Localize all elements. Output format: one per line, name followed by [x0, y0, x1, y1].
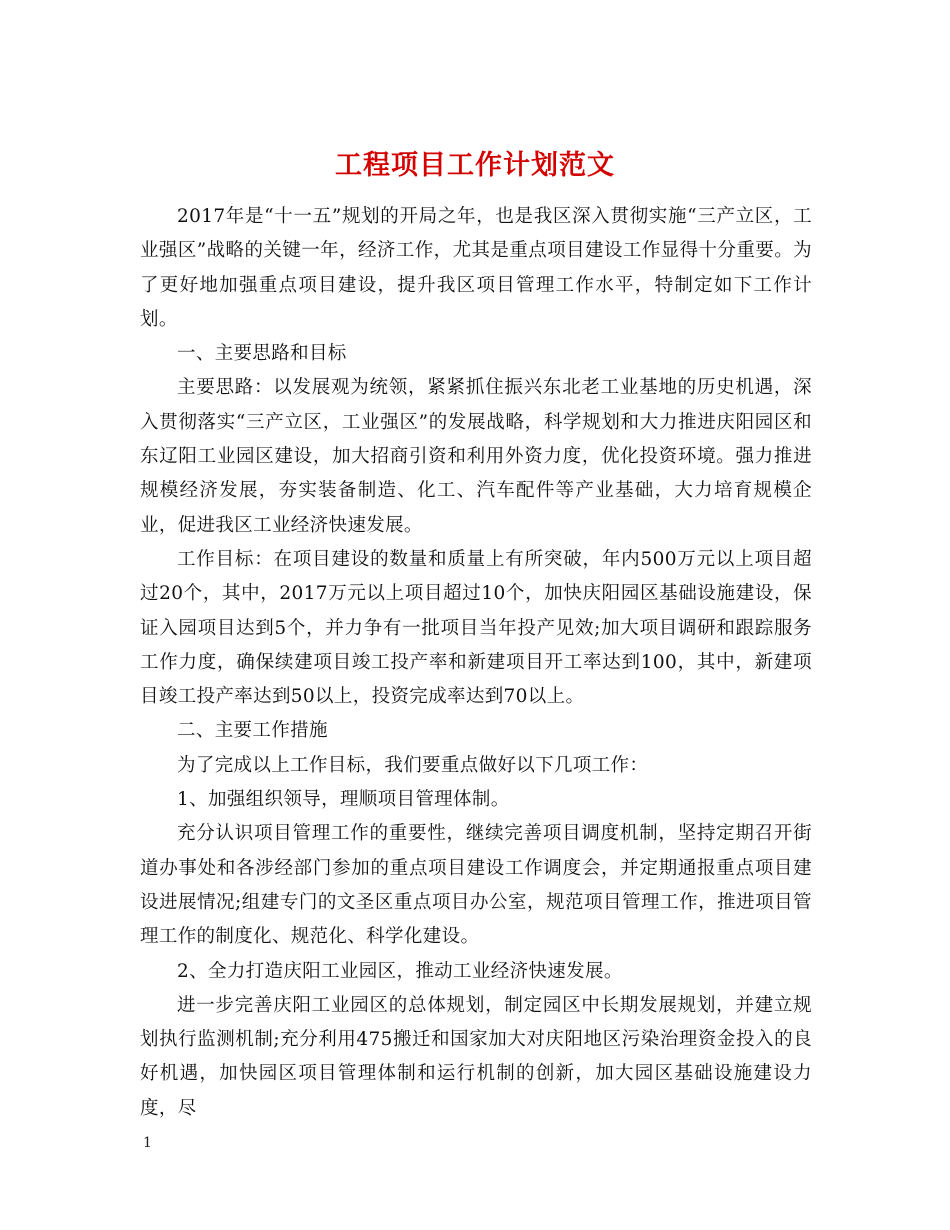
page-number: 1 [143, 1135, 152, 1151]
section-heading-2: 二、主要工作措施 [177, 720, 328, 742]
section-heading-1: 一、主要思路和目标 [177, 343, 347, 365]
subheading-2: 2、全力打造庆阳工业园区，推动工业经济快速发展。 [177, 960, 623, 982]
subheading-1: 1、加强组织领导，理顺项目管理体制。 [177, 789, 510, 811]
paragraph-main-ideas: 主要思路：以发展观为统领，紧紧抓住振兴东北老工业基地的历史机遇，深入贯彻落实“三产立区，工业强区”的发展战略，科学规划和大力推进庆阳园区和东辽阳工业园区建设，加大招商引资和利用外资力度，优化投资环境。强力推进规模经济发展，夯实装备制造、化工、汽车配件等产业基础，大力培育规模企业，促进我区工业经济快速发展。 [140, 377, 812, 536]
document-title: 工程项目工作计划范文 [335, 150, 615, 182]
paragraph-measures-intro: 为了完成以上工作目标，我们要重点做好以下几项工作： [177, 754, 649, 776]
paragraph-organization: 充分认识项目管理工作的重要性，继续完善项目调度机制，坚持定期召开街道办事处和各涉经部门参加的重点项目建设工作调度会，并定期通报重点项目建设进展情况;组建专门的文圣区重点项目办公室，规范项目管理工作，推进项目管理工作的制度化、规范化、科学化建设。 [140, 823, 812, 948]
paragraph-intro: 2017年是“十一五”规划的开局之年，也是我区深入贯彻实施“三产立区，工业强区”战略的关键一年，经济工作，尤其是重点项目建设工作显得十分重要。为了更好地加强重点项目建设，提升我区项目管理工作水平，特制定如下工作计划。 [140, 206, 812, 330]
paragraph-industrial-park: 进一步完善庆阳工业园区的总体规划，制定园区中长期发展规划，并建立规划执行监测机制;充分利用475搬迁和国家加大对庆阳地区污染治理资金投入的良好机遇，加快园区项目管理体制和运行机制的创新，加大园区基础设施建设力度，尽 [140, 994, 812, 1119]
document-body [140, 200, 812, 1126]
paragraph-work-goals: 工作目标：在项目建设的数量和质量上有所突破，年内500万元以上项目超过20个，其中，2017万元以上项目超过10个，加快庆阳园区基础设施建设，保证入园项目达到5个，并力争有一批项目当年投产见效;加大项目调研和跟踪服务工作力度，确保续建项目竣工投产率和新建项目开工率达到100，其中，新建项目竣工投产率达到50以上，投资完成率达到70以上。 [140, 548, 812, 708]
